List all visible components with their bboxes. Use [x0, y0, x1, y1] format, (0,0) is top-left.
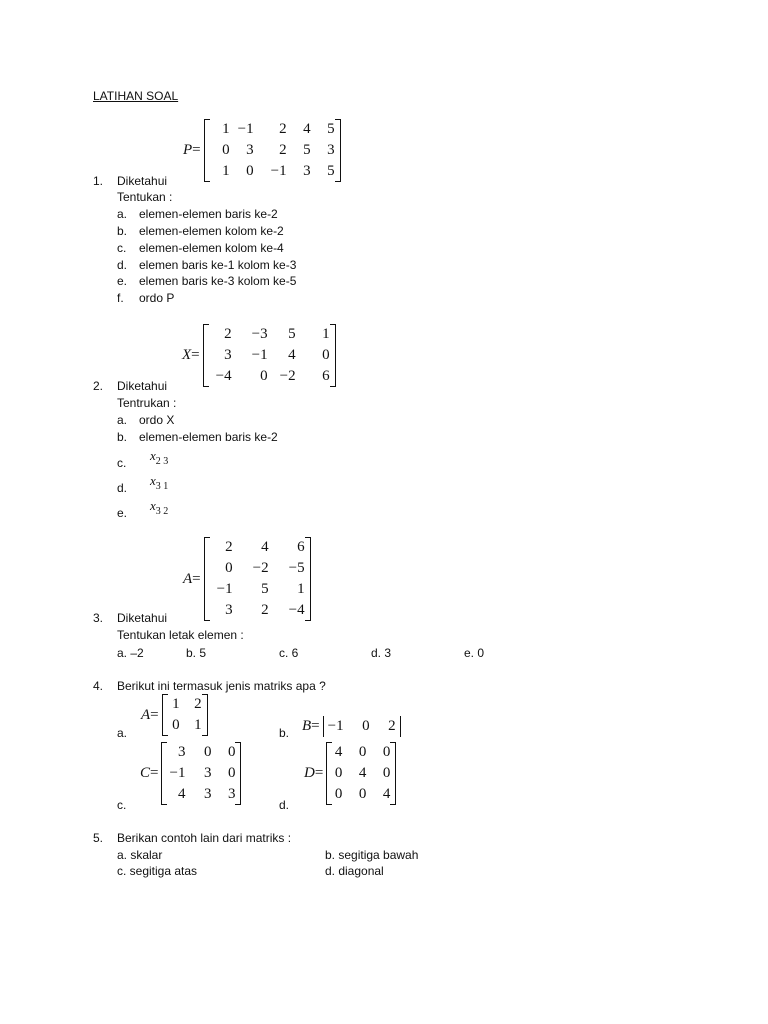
matrix-cell: 3 [227, 786, 236, 802]
question-number: 5. [93, 831, 104, 845]
matrix-cell: 4 [382, 786, 391, 802]
matrix-cell: −1 [216, 581, 233, 597]
item-letter: a. [117, 413, 128, 427]
matrix-cell: 0 [260, 368, 268, 384]
matrix-cell: 2 [225, 539, 233, 555]
item-letter: b. [117, 430, 128, 444]
matrix-c: C= 3 0 0 −1 3 0 4 3 3 [140, 742, 241, 805]
matrix-cell: 6 [322, 368, 330, 384]
item-text: elemen-elemen baris ke-2 [139, 207, 278, 221]
matrix-x: X= 2 −3 5 1 3 −1 4 0 −4 0 −2 6 [182, 324, 336, 387]
matrix-cell: 1 [222, 121, 230, 137]
item-letter: d. [117, 258, 128, 272]
matrix-cell: 2 [224, 326, 232, 342]
question-prompt: Tentukan : [117, 190, 173, 204]
matrix-cell: 0 [203, 744, 212, 760]
matrix-p-body [210, 119, 335, 182]
question-text: Berikut ini termasuk jenis matriks apa ? [117, 679, 326, 693]
matrix-cell: 3 [177, 744, 186, 760]
matrix-d-name: D [304, 765, 315, 781]
question-prompt: Tentrukan : [117, 396, 177, 410]
item-letter: d. [279, 798, 290, 812]
matrix-cell: 4 [288, 347, 296, 363]
matrix-cell: 4 [334, 744, 343, 760]
answer-option: a. skalar [117, 848, 163, 862]
matrix-cell: 0 [334, 786, 343, 802]
matrix-cell: 2 [279, 142, 287, 158]
matrix-cell: 0 [227, 765, 236, 781]
matrix-c-name: C [140, 765, 151, 781]
matrix-cell: 5 [261, 581, 269, 597]
matrix-cell: −1 [251, 347, 268, 363]
matrix-cell: 4 [261, 539, 269, 555]
answer-option: b. 5 [186, 646, 207, 660]
matrix-cell: 5 [288, 326, 296, 342]
matrix-cell: −1 [169, 765, 186, 781]
matrix-cell: 4 [303, 121, 311, 137]
matrix-p-name: P [183, 142, 193, 158]
matrix-cell: 1 [172, 696, 180, 712]
matrix-cell: 2 [261, 602, 269, 618]
answer-option: e. 0 [464, 646, 485, 660]
matrix-cell: 0 [334, 765, 343, 781]
item-letter: b. [117, 224, 128, 238]
item-text: elemen-elemen baris ke-2 [139, 430, 278, 444]
matrix-cell: 3 [225, 602, 233, 618]
matrix-cell: 0 [358, 744, 367, 760]
matrix-cell: 2 [194, 696, 202, 712]
matrix-cell: 0 [172, 717, 180, 733]
matrix-d: D= 4 0 0 0 4 0 0 0 4 [304, 742, 396, 805]
matrix-cell: −3 [251, 326, 268, 342]
matrix-cell: −2 [279, 368, 296, 384]
matrix-cell: 0 [225, 560, 233, 576]
item-letter: a. [117, 207, 128, 221]
matrix-cell: 1 [222, 163, 230, 179]
question-prompt: Tentukan letak elemen : [117, 628, 244, 642]
matrix-cell: 2 [388, 718, 396, 734]
item-text: elemen baris ke-1 kolom ke-3 [139, 258, 297, 272]
item-letter: c. [117, 241, 127, 255]
item-letter: c. [117, 798, 127, 812]
matrix-cell: 5 [327, 121, 335, 137]
matrix-cell: 0 [382, 765, 391, 781]
matrix-cell: 4 [177, 786, 186, 802]
question-number: 2. [93, 379, 104, 393]
answer-option: c. segitiga atas [117, 864, 198, 878]
worksheet-title: LATIHAN SOAL [93, 89, 179, 103]
item-letter: f. [117, 291, 124, 305]
matrix-cell: 0 [362, 718, 370, 734]
item-letter: b. [279, 726, 290, 740]
matrix-cell: −4 [215, 368, 232, 384]
matrix-cell: 3 [224, 347, 232, 363]
matrix-cell: −1 [270, 163, 287, 179]
item-text: ordo X [139, 413, 175, 427]
answer-option: b. segitiga bawah [325, 848, 419, 862]
matrix-cell: 0 [382, 744, 391, 760]
answer-option: d. diagonal [325, 864, 384, 878]
question-number: 3. [93, 611, 104, 625]
matrix-cell: 3 [327, 142, 335, 158]
element-symbol: $x_{3 2}$ [150, 498, 169, 517]
matrix-cell: 0 [358, 786, 367, 802]
matrix-cell: 5 [327, 163, 335, 179]
matrix-a: A= 2 4 6 0 −2 −5 −1 5 1 3 2 −4 [183, 537, 311, 621]
item-letter: e. [117, 274, 128, 288]
item-letter: c. [117, 456, 127, 470]
matrix-a-body [210, 537, 305, 621]
item-letter: e. [117, 506, 128, 520]
item-text: elemen-elemen kolom ke-2 [139, 224, 284, 238]
answer-option: a. –2 [117, 646, 144, 660]
matrix-cell: 5 [303, 142, 311, 158]
matrix-cell: 2 [279, 121, 287, 137]
question-intro: Diketahui [117, 611, 168, 625]
item-letter: a. [117, 726, 128, 740]
matrix-cell: −1 [237, 121, 254, 137]
matrix-cell: 4 [358, 765, 367, 781]
matrix-cell: 1 [194, 717, 202, 733]
question-text: Berikan contoh lain dari matriks : [117, 831, 292, 845]
matrix-cell: 3 [203, 786, 212, 802]
matrix-a2: A= 1 2 0 1 [141, 694, 208, 736]
question-intro: Diketahui [117, 379, 168, 393]
matrix-x-body [209, 324, 330, 387]
answer-option: c. 6 [279, 646, 299, 660]
matrix-cell: 3 [203, 765, 212, 781]
matrix-b-name: B [302, 718, 312, 734]
matrix-x-name: X [182, 347, 192, 363]
matrix-cell: −4 [288, 602, 305, 618]
matrix-cell: 6 [297, 539, 305, 555]
matrix-b: B= −1 0 2 [302, 716, 401, 737]
matrix-cell: −1 [327, 718, 344, 734]
matrix-p: P= 1 −1 2 4 5 0 3 2 5 3 1 0 −1 3 5 [183, 119, 341, 182]
matrix-cell: 1 [322, 326, 330, 342]
item-letter: d. [117, 481, 128, 495]
question-intro: Diketahui [117, 174, 168, 188]
matrix-cell: 0 [227, 744, 236, 760]
matrix-cell: −2 [252, 560, 269, 576]
question-number: 1. [93, 174, 104, 188]
matrix-cell: 3 [246, 142, 254, 158]
item-text: elemen baris ke-3 kolom ke-5 [139, 274, 297, 288]
matrix-cell: 3 [303, 163, 311, 179]
matrix-cell: −5 [288, 560, 305, 576]
answer-option: d. 3 [371, 646, 392, 660]
item-text: ordo P [139, 291, 175, 305]
question-number: 4. [93, 679, 104, 693]
matrix-cell: 0 [222, 142, 230, 158]
matrix-cell: 0 [322, 347, 330, 363]
matrix-cell: 0 [246, 163, 254, 179]
item-text: elemen-elemen kolom ke-4 [139, 241, 284, 255]
element-symbol: $x_{2 3}$ [150, 448, 169, 467]
element-symbol: $x_{3 1}$ [150, 473, 169, 492]
matrix-cell: 1 [297, 581, 305, 597]
matrix-a2-name: A [141, 706, 151, 723]
matrix-a-name: A [183, 570, 193, 587]
